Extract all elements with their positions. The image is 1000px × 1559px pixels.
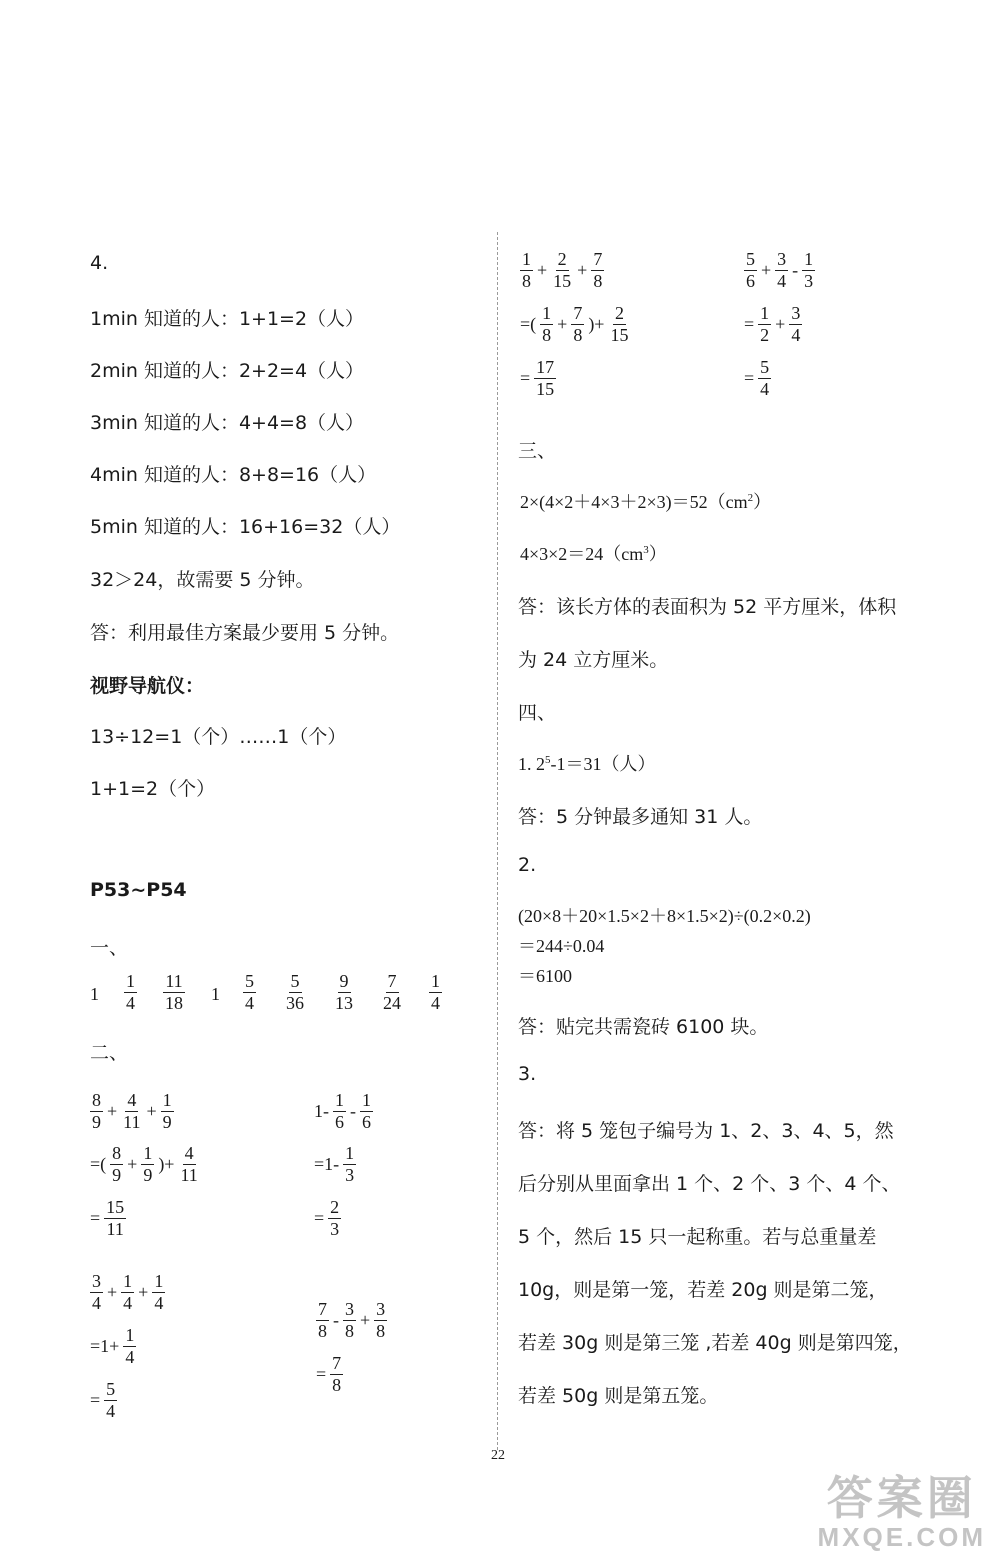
fraction xyxy=(343,1300,356,1341)
text-line: 3min 知道的人：4+4=8（人） xyxy=(90,412,365,434)
fraction xyxy=(121,1272,134,1313)
fraction-denominator: 11 xyxy=(106,1218,124,1239)
math-operator: = xyxy=(744,367,755,388)
math-operator: )+ xyxy=(588,313,605,334)
fraction xyxy=(90,1091,103,1132)
math-operator: + xyxy=(107,1281,118,1302)
expression-line xyxy=(314,1354,345,1395)
fraction-denominator: 9 xyxy=(92,1111,101,1132)
answer-line: 10g，则是第一笼，若差 20g 则是第二笼， xyxy=(518,1279,888,1301)
math-operator: =1- xyxy=(314,1153,340,1174)
math-operator: =( xyxy=(90,1153,107,1174)
fraction-numerator: 7 xyxy=(593,249,603,269)
fraction-numerator: 5 xyxy=(106,1379,116,1399)
fraction xyxy=(540,304,553,345)
fraction-numerator: 3 xyxy=(376,1299,386,1319)
math-operator: + xyxy=(138,1281,149,1302)
answer-line: 为 24 立方厘米。 xyxy=(518,649,669,671)
fraction xyxy=(744,250,757,291)
question-4-number: 4. xyxy=(90,252,109,274)
fraction xyxy=(90,1272,103,1313)
math-operator: + xyxy=(537,259,548,280)
math-operator: + xyxy=(761,259,772,280)
fraction xyxy=(775,250,788,291)
fraction xyxy=(758,304,771,345)
fraction xyxy=(591,250,604,291)
fraction-numerator: 1 xyxy=(335,1090,344,1110)
fraction-numerator: 4 xyxy=(127,1090,137,1110)
formula-line: (20×8＋20×1.5×2＋8×1.5×2)÷(0.2×0.2) xyxy=(518,906,811,926)
page-number: 22 xyxy=(491,1448,505,1463)
fraction-denominator: 4 xyxy=(106,1400,116,1421)
fraction xyxy=(343,1144,356,1185)
fraction-numerator: 7 xyxy=(573,303,583,323)
fraction-denominator: 6 xyxy=(335,1111,344,1132)
fraction-denominator: 8 xyxy=(542,324,552,345)
watermark-logo xyxy=(818,1473,986,1551)
fraction-denominator: 4 xyxy=(791,324,801,345)
math-operator: + xyxy=(146,1100,157,1121)
fraction xyxy=(110,1144,123,1185)
fraction-numerator: 3 xyxy=(777,249,787,269)
fraction-denominator: 8 xyxy=(522,270,531,291)
surface-area-formula: $2\times(4\times 2+4\times 3+2\times 3)=52(cm^2)$ xyxy=(520,492,772,512)
fraction xyxy=(330,1354,343,1395)
part-heading: 四、 xyxy=(518,702,557,724)
expression-line xyxy=(88,1144,202,1185)
fraction-denominator: 15 xyxy=(553,270,572,291)
fraction xyxy=(178,1144,199,1185)
expression-line xyxy=(742,304,804,345)
part-heading: 三、 xyxy=(518,440,557,462)
fraction xyxy=(374,1300,387,1341)
answer-fraction: 1 4 xyxy=(431,971,440,1013)
expression-line xyxy=(742,358,773,399)
answer-line: 若差 50g 则是第五笼。 xyxy=(518,1385,719,1407)
math-operator: + xyxy=(577,259,588,280)
answer-fraction: 1 4 xyxy=(126,971,135,1013)
math-operator: = xyxy=(314,1207,325,1228)
answer-line: 答：将 5 笼包子编号为 1、2、3、4、5，然 xyxy=(518,1120,894,1142)
watermark-url: MXQE.COM xyxy=(817,1522,986,1552)
fraction-numerator: 8 xyxy=(92,1090,101,1110)
math-operator: 1- xyxy=(314,1100,329,1121)
fraction-numerator: 1 xyxy=(345,1143,355,1163)
expression-line xyxy=(88,1198,128,1239)
fraction xyxy=(520,250,533,291)
math-operator: =1+ xyxy=(90,1335,120,1356)
math-operator: =( xyxy=(520,313,537,334)
fraction-denominator: 6 xyxy=(746,270,755,291)
expression-line xyxy=(518,250,606,291)
column-divider xyxy=(497,232,498,1450)
volume-formula: $4\times 3\times 2=24(cm^3)$ xyxy=(520,544,667,564)
nav-line: 13÷12=1（个）……1（个） xyxy=(90,726,347,748)
fraction-numerator: 2 xyxy=(557,249,567,269)
answer-line: 答：5 分钟最多通知 31 人。 xyxy=(518,806,763,828)
expression-line xyxy=(88,1091,176,1132)
question-2-number: 2. xyxy=(518,854,537,876)
fraction-denominator: 4 xyxy=(123,1292,133,1313)
fraction-denominator: 4 xyxy=(777,270,787,291)
fraction xyxy=(758,358,771,399)
expression-line xyxy=(88,1380,119,1421)
text-line: 5min 知道的人：16+16=32（人） xyxy=(90,516,401,538)
answer-whole: 1 xyxy=(90,984,99,1004)
nav-heading: 视野导航仪： xyxy=(90,675,205,697)
expression-line xyxy=(518,304,632,345)
fraction-numerator: 1 xyxy=(522,249,531,269)
fraction-denominator: 8 xyxy=(318,1320,327,1341)
fraction-denominator: 8 xyxy=(593,270,603,291)
math-operator: = xyxy=(316,1363,327,1384)
fraction xyxy=(802,250,815,291)
text-line: 1min 知道的人：1+1=2（人） xyxy=(90,308,365,330)
fraction xyxy=(328,1198,341,1239)
math-operator: = xyxy=(90,1207,101,1228)
fraction-numerator: 5 xyxy=(746,249,755,269)
expression-line xyxy=(518,358,558,399)
fraction-denominator: 8 xyxy=(376,1320,386,1341)
math-operator: = xyxy=(520,367,531,388)
fraction-denominator: 4 xyxy=(92,1292,101,1313)
fraction-numerator: 3 xyxy=(92,1271,101,1291)
answer-fraction: 5 4 xyxy=(245,971,254,1013)
fraction-denominator: 8 xyxy=(345,1320,354,1341)
expression-line xyxy=(742,250,817,291)
watermark-text: 答案圈 xyxy=(826,1472,977,1524)
fraction-numerator: 4 xyxy=(184,1143,194,1163)
expression-line xyxy=(312,1198,343,1239)
expression-line xyxy=(88,1272,167,1313)
fraction xyxy=(152,1272,165,1313)
fraction-denominator: 15 xyxy=(610,324,629,345)
fraction-denominator: 3 xyxy=(330,1218,340,1239)
fraction-denominator: 11 xyxy=(123,1111,141,1132)
fraction xyxy=(121,1091,142,1132)
fraction-numerator: 1 xyxy=(760,303,770,323)
fraction-denominator: 4 xyxy=(154,1292,164,1313)
fraction-numerator: 3 xyxy=(345,1299,354,1319)
fraction-numerator: 1 xyxy=(123,1271,133,1291)
fraction xyxy=(123,1326,136,1367)
fraction-numerator: 7 xyxy=(318,1299,327,1319)
answer-line: 后分别从里面拿出 1 个、2 个、3 个、4 个、 xyxy=(518,1173,901,1195)
math-operator: + xyxy=(557,313,568,334)
answer-line: 若差 30g 则是第三笼 ,若差 40g 则是第四笼， xyxy=(518,1332,912,1354)
formula-line: ＝244÷0.04 xyxy=(518,936,605,956)
answer-fraction: 9 13 xyxy=(335,971,353,1013)
fraction-numerator: 2 xyxy=(330,1197,340,1217)
fraction xyxy=(789,304,802,345)
question-1-formula: 1. $2^5-1=31$（人） xyxy=(518,754,656,774)
text-line: 2min 知道的人：2+2=4（人） xyxy=(90,360,365,382)
fraction-denominator: 11 xyxy=(180,1164,198,1185)
answer-whole: 1 xyxy=(211,984,220,1004)
math-operator: - xyxy=(333,1309,339,1330)
answer-line: 答：利用最佳方案最少要用 5 分钟。 xyxy=(90,622,400,644)
fraction-denominator: 8 xyxy=(573,324,583,345)
fraction-denominator: 4 xyxy=(760,378,770,399)
math-operator: + xyxy=(775,313,786,334)
fraction-numerator: 1 xyxy=(143,1143,153,1163)
answer-fraction: 5 36 xyxy=(286,971,304,1013)
math-operator: - xyxy=(350,1100,356,1121)
formula-line: ＝6100 xyxy=(518,966,572,986)
answer-line: 答：贴完共需瓷砖 6100 块。 xyxy=(518,1016,769,1038)
answer-line: 5 个，然后 15 只一起称重。若与总重量差 xyxy=(518,1226,877,1248)
answer-fraction: 11 18 xyxy=(165,971,183,1013)
fraction-numerator: 1 xyxy=(804,249,814,269)
fraction-numerator: 15 xyxy=(106,1197,125,1217)
fraction xyxy=(360,1091,373,1132)
fraction xyxy=(104,1380,117,1421)
fraction-denominator: 4 xyxy=(125,1346,135,1367)
fraction xyxy=(104,1198,126,1239)
fraction-numerator: 5 xyxy=(760,357,770,377)
fraction-numerator: 1 xyxy=(154,1271,164,1291)
fraction-numerator: 8 xyxy=(112,1143,122,1163)
fraction xyxy=(534,358,556,399)
fraction-numerator: 2 xyxy=(614,303,624,323)
fraction xyxy=(316,1300,329,1341)
expression-line xyxy=(312,1091,375,1132)
text-line: 32＞24，故需要 5 分钟。 xyxy=(90,569,315,591)
fraction xyxy=(608,304,630,345)
answer-line: 答：该长方体的表面积为 52 平方厘米，体积 xyxy=(518,596,897,618)
math-operator: = xyxy=(90,1389,101,1410)
math-operator: + xyxy=(127,1153,138,1174)
fraction-denominator: 9 xyxy=(143,1164,153,1185)
fraction xyxy=(571,304,584,345)
nav-line: 1+1=2（个） xyxy=(90,778,216,800)
fraction xyxy=(551,250,573,291)
fraction-denominator: 9 xyxy=(162,1111,172,1132)
part-heading: 二、 xyxy=(90,1042,129,1064)
fraction-numerator: 1 xyxy=(362,1090,371,1110)
math-operator: + xyxy=(360,1309,371,1330)
expression-line xyxy=(312,1144,358,1185)
fraction-denominator: 9 xyxy=(112,1164,122,1185)
section-title: P53~P54 xyxy=(90,879,187,901)
answer-fraction: 7 24 xyxy=(383,971,401,1013)
fraction-numerator: 1 xyxy=(162,1090,172,1110)
fraction-denominator: 15 xyxy=(536,378,555,399)
math-operator: )+ xyxy=(158,1153,175,1174)
fraction-denominator: 8 xyxy=(332,1374,342,1395)
fraction-denominator: 2 xyxy=(760,324,770,345)
fraction-numerator: 1 xyxy=(125,1325,135,1345)
math-operator: - xyxy=(792,259,799,280)
fraction-numerator: 7 xyxy=(332,1353,342,1373)
fraction-numerator: 3 xyxy=(791,303,801,323)
fraction-numerator: 1 xyxy=(542,303,552,323)
fraction xyxy=(333,1091,346,1132)
fraction-denominator: 6 xyxy=(362,1111,371,1132)
math-operator: + xyxy=(107,1100,118,1121)
fraction-denominator: 3 xyxy=(345,1164,355,1185)
fraction xyxy=(161,1091,174,1132)
expression-line xyxy=(88,1326,138,1367)
question-3-number: 3. xyxy=(518,1063,537,1085)
fraction xyxy=(141,1144,154,1185)
expression-line xyxy=(314,1300,389,1341)
math-operator: = xyxy=(744,313,755,334)
fraction-denominator: 3 xyxy=(804,270,814,291)
fraction-numerator: 17 xyxy=(536,357,555,377)
part-heading: 一、 xyxy=(90,937,129,959)
text-line: 4min 知道的人：8+8=16（人） xyxy=(90,464,377,486)
